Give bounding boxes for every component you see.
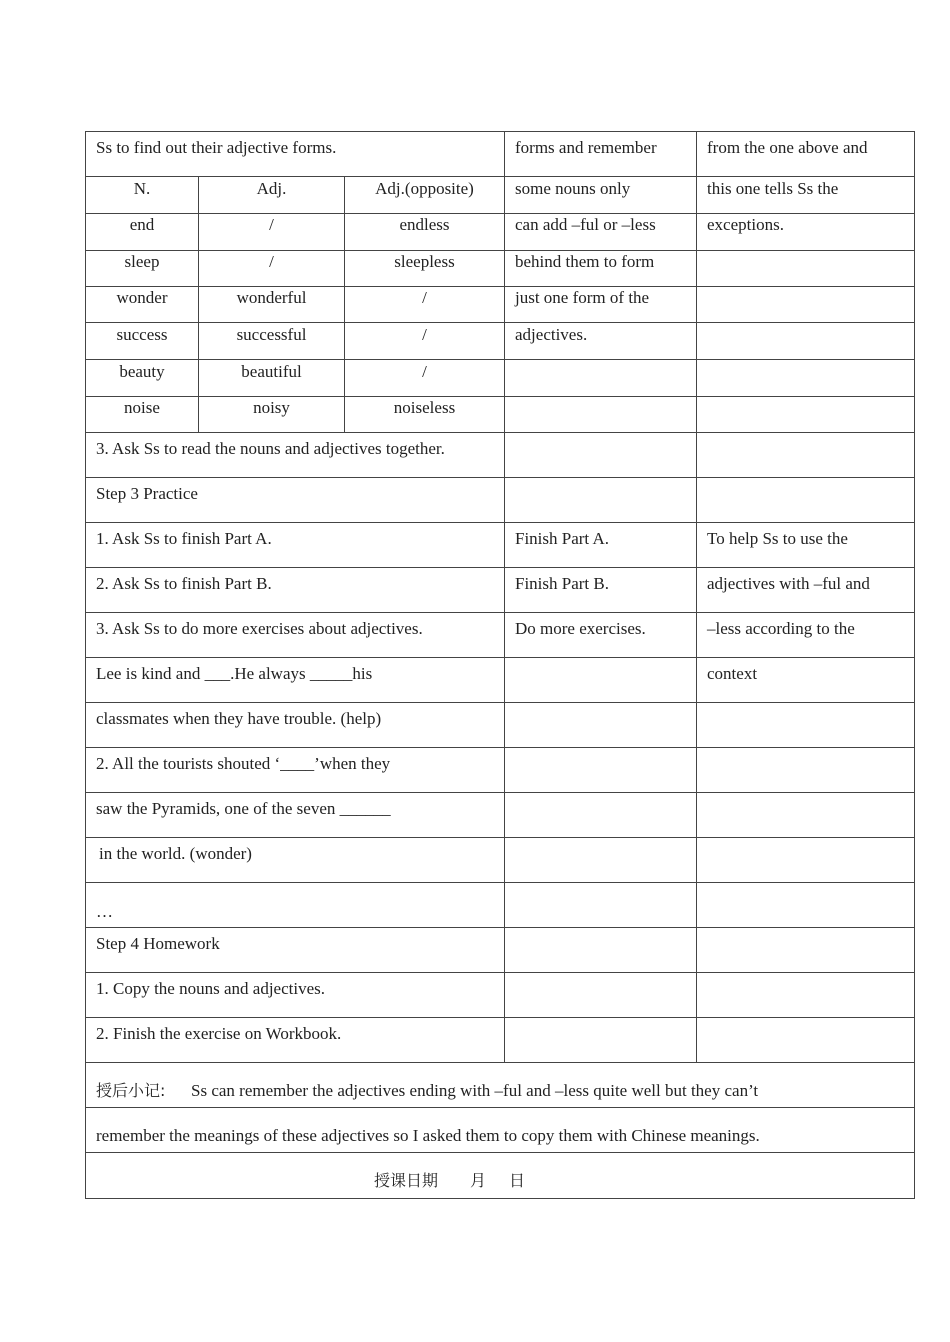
opposite-cell: / — [422, 325, 427, 344]
adjective-cell: noisy — [253, 398, 290, 417]
adjective-cell: / — [269, 215, 274, 234]
teacher-activity-text: 3. Ask Ss to do more exercises about adjectives. — [96, 619, 423, 638]
exercise-line: saw the Pyramids, one of the seven ______ — [96, 799, 391, 818]
date-day: 日 — [509, 1171, 526, 1190]
row-divider — [85, 882, 915, 883]
step-title: Step 4 Homework — [96, 934, 220, 953]
opposite-cell: endless — [399, 215, 450, 234]
row-divider — [85, 567, 915, 568]
exercise-line: classmates when they have trouble. (help) — [96, 709, 382, 728]
student-activity-text: just one form of the — [515, 288, 650, 307]
student-activity-text: can add –ful or –less — [515, 215, 656, 234]
adjective-cell: / — [269, 252, 274, 271]
noun-cell: end — [129, 215, 155, 234]
notes-text: Ss can remember the adjectives ending with –ful and –less quite well but they can’t — [191, 1081, 759, 1100]
step-title: Step 3 Practice — [96, 484, 198, 503]
teacher-activity-text: 2. Finish the exercise on Workbook. — [96, 1024, 342, 1043]
row-divider — [85, 176, 915, 177]
row-divider — [85, 612, 915, 613]
adjective-cell: successful — [236, 325, 307, 344]
adjective-cell: beautiful — [241, 362, 302, 381]
noun-cell: success — [116, 325, 168, 344]
teacher-activity-text: 2. Ask Ss to finish Part B. — [96, 574, 272, 593]
teacher-activity-text: 1. Copy the nouns and adjectives. — [96, 979, 325, 998]
student-activity-text: forms and remember — [515, 138, 657, 157]
student-activity-text: Finish Part A. — [515, 529, 609, 548]
teacher-activity-text: 3. Ask Ss to read the nouns and adjectives together. — [96, 439, 445, 458]
student-activity-text: Do more exercises. — [515, 619, 646, 638]
column-divider — [504, 131, 505, 1063]
row-divider — [85, 359, 915, 360]
purpose-text: –less according to the — [707, 619, 855, 638]
purpose-text: context — [707, 664, 758, 683]
row-divider — [85, 1107, 915, 1108]
row-divider — [85, 522, 915, 523]
row-divider — [85, 927, 915, 928]
purpose-text: adjectives with –ful and — [707, 574, 870, 593]
row-divider — [85, 702, 915, 703]
row-divider — [85, 286, 915, 287]
row-divider — [85, 396, 915, 397]
row-divider — [85, 1017, 915, 1018]
noun-cell: sleep — [124, 252, 160, 271]
ellipsis-text: … — [96, 902, 113, 921]
exercise-line: in the world. (wonder) — [99, 844, 252, 863]
noun-cell: wonder — [116, 288, 168, 307]
notes-label: 授后小记: — [96, 1081, 166, 1100]
opposite-cell: noiseless — [393, 398, 456, 417]
teacher-activity-text: Ss to find out their adjective forms. — [96, 138, 337, 157]
date-month: 月 — [470, 1171, 487, 1190]
student-activity-text: adjectives. — [515, 325, 588, 344]
purpose-text: exceptions. — [707, 215, 784, 234]
row-divider — [85, 1062, 915, 1063]
column-header-noun: N. — [133, 179, 151, 198]
column-divider — [696, 131, 697, 1063]
student-activity-text: behind them to form — [515, 252, 655, 271]
notes-text: remember the meanings of these adjectives so I asked them to copy them with Chinese meanings. — [96, 1126, 760, 1145]
adjective-cell: wonderful — [236, 288, 307, 307]
row-divider — [85, 972, 915, 973]
opposite-cell: / — [422, 288, 427, 307]
row-divider — [85, 792, 915, 793]
noun-cell: noise — [124, 398, 160, 417]
column-header-adjective: Adj. — [256, 179, 287, 198]
student-activity-text: some nouns only — [515, 179, 631, 198]
exercise-line: 2. All the tourists shouted ‘____’when they — [96, 754, 391, 773]
column-header-opposite: Adj.(opposite) — [375, 179, 474, 198]
row-divider — [85, 250, 915, 251]
row-divider — [85, 213, 915, 214]
purpose-text: this one tells Ss the — [707, 179, 839, 198]
row-divider — [85, 1152, 915, 1153]
teacher-activity-text: 1. Ask Ss to finish Part A. — [96, 529, 272, 548]
row-divider — [85, 657, 915, 658]
opposite-cell: sleepless — [394, 252, 455, 271]
noun-cell: beauty — [119, 362, 165, 381]
student-activity-text: Finish Part B. — [515, 574, 609, 593]
row-divider — [85, 477, 915, 478]
row-divider — [85, 322, 915, 323]
row-divider — [85, 747, 915, 748]
purpose-text: from the one above and — [707, 138, 868, 157]
date-label: 授课日期 — [374, 1171, 439, 1190]
exercise-line: Lee is kind and ___.He always _____his — [96, 664, 373, 683]
row-divider — [85, 432, 915, 433]
row-divider — [85, 837, 915, 838]
opposite-cell: / — [422, 362, 427, 381]
purpose-text: To help Ss to use the — [707, 529, 848, 548]
